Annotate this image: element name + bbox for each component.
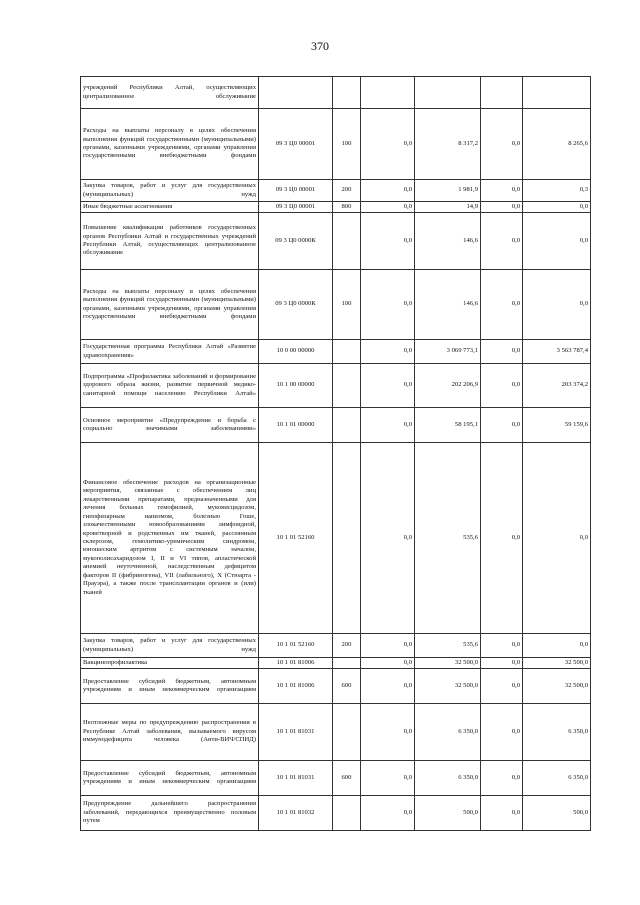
amount-col-4: 32 500,0 — [523, 669, 591, 704]
amount-col-4: 500,0 — [523, 796, 591, 831]
table-row — [81, 364, 591, 408]
amount-col-3: 0,0 — [481, 443, 523, 634]
expense-type — [333, 704, 361, 761]
target-code: 10 1 01 00000 — [259, 408, 333, 443]
target-code: 10 1 01 81032 — [259, 796, 333, 831]
amount-col-3: 0,0 — [481, 109, 523, 180]
amount-col-1: 0,0 — [361, 704, 415, 761]
table-row — [81, 669, 591, 704]
row-name: Вакцинопрофилактика — [81, 658, 259, 669]
amount-col-3: 0,0 — [481, 340, 523, 364]
target-code: 09 3 Ц0 00001 — [259, 202, 333, 213]
table-row — [81, 704, 591, 761]
amount-col-2: 202 206,9 — [415, 364, 481, 408]
table-row — [81, 408, 591, 443]
table-row — [81, 202, 591, 213]
target-code: 10 1 00 00000 — [259, 364, 333, 408]
amount-col-4: 0,0 — [523, 213, 591, 270]
amount-col-2: 500,0 — [415, 796, 481, 831]
table-row — [81, 634, 591, 658]
amount-col-3: 0,0 — [481, 180, 523, 202]
table-row — [81, 77, 591, 109]
table-row — [81, 270, 591, 340]
row-name: Предоставление субсидий бюджетным, автономным учреждениям и иным некоммерческим организациям — [81, 761, 259, 796]
amount-col-2: 32 500,0 — [415, 669, 481, 704]
amount-col-1: 0,0 — [361, 761, 415, 796]
amount-col-2: 32 500,0 — [415, 658, 481, 669]
target-code: 10 0 00 00000 — [259, 340, 333, 364]
table-row — [81, 796, 591, 831]
target-code: 10 1 01 81006 — [259, 669, 333, 704]
row-name: Расходы на выплаты персоналу в целях обеспечения выполнения функций государственными (муниципальными) органами, казенными учреждениями, органами управления государственными внебюджетными фондами — [81, 109, 259, 180]
amount-col-3: 0,0 — [481, 364, 523, 408]
expense-type — [333, 796, 361, 831]
table-row — [81, 443, 591, 634]
amount-col-3: 0,0 — [481, 658, 523, 669]
target-code: 10 1 01 52160 — [259, 443, 333, 634]
amount-col-4: 8 265,6 — [523, 109, 591, 180]
amount-col-1: 0,0 — [361, 408, 415, 443]
target-code — [259, 77, 333, 109]
amount-col-3: 0,0 — [481, 761, 523, 796]
target-code: 10 1 01 52160 — [259, 634, 333, 658]
amount-col-3: 0,0 — [481, 704, 523, 761]
row-name: Неотложные меры по предупреждению распространения в Республике Алтай заболевания, вызываемого вирусом иммунодефицита человека (Анти-ВИЧ/СПИД) — [81, 704, 259, 761]
amount-col-4: 0,0 — [523, 270, 591, 340]
expense-type — [333, 364, 361, 408]
row-name: Подпрограмма «Профилактика заболеваний и формирование здорового образа жизни, развитие первичной медико-санитарной помощи населению Республики Алтай» — [81, 364, 259, 408]
amount-col-4: 6 350,0 — [523, 704, 591, 761]
expense-type: 100 — [333, 270, 361, 340]
amount-col-1: 0,0 — [361, 180, 415, 202]
expense-type — [333, 340, 361, 364]
amount-col-4: 0,0 — [523, 634, 591, 658]
amount-col-1: 0,0 — [361, 270, 415, 340]
target-code: 09 3 Ц0 00001 — [259, 180, 333, 202]
amount-col-3: 0,0 — [481, 202, 523, 213]
expense-type: 600 — [333, 761, 361, 796]
amount-col-1: 0,0 — [361, 202, 415, 213]
expense-type — [333, 77, 361, 109]
amount-col-1 — [361, 77, 415, 109]
amount-col-4: 0,0 — [523, 443, 591, 634]
expense-type: 600 — [333, 669, 361, 704]
table-row — [81, 340, 591, 364]
amount-col-3: 0,0 — [481, 270, 523, 340]
amount-col-4: 59 159,6 — [523, 408, 591, 443]
amount-col-4: 3 563 787,4 — [523, 340, 591, 364]
row-name: Государственная программа Республики Алтай «Развитие здравоохранения» — [81, 340, 259, 364]
expense-type: 200 — [333, 634, 361, 658]
amount-col-4: 0,3 — [523, 180, 591, 202]
amount-col-1: 0,0 — [361, 213, 415, 270]
amount-col-4: 32 500,0 — [523, 658, 591, 669]
amount-col-2: 8 317,2 — [415, 109, 481, 180]
amount-col-2: 14,9 — [415, 202, 481, 213]
row-name: Финансовое обеспечение расходов на организационные мероприятия, связанные с обеспечением лиц лекарственными препаратами, предназначенными для лечения больных гемофилией, муковисцидозом, гипофизарным нанизмом, болезнью Гоше, злокачественными новообразованиями лимфоидной, кроветворной и родственных им тканей, рассеянным склерозом, гемолитико-уремическим синдромом, юношеским артритом с системным началом, мукополисахаридозом I, II и VI типов, апластической анемией неуточненной, наследственным дефицитом факторов II (фибриногена), VII (лабильного), X (Стюарта - Прауэра), а также после трансплантации органов и (или) тканей — [81, 443, 259, 634]
expense-type — [333, 658, 361, 669]
amount-col-2: 58 195,1 — [415, 408, 481, 443]
amount-col-3: 0,0 — [481, 669, 523, 704]
row-name: Закупка товаров, работ и услуг для государственных (муниципальных) нужд — [81, 180, 259, 202]
amount-col-2: 6 350,0 — [415, 761, 481, 796]
table-row — [81, 761, 591, 796]
amount-col-1: 0,0 — [361, 364, 415, 408]
row-name: Расходы на выплаты персоналу в целях обеспечения выполнения функций государственными (муниципальными) органами, казенными учреждениями, органами управления государственными внебюджетными фондами — [81, 270, 259, 340]
expense-type: 800 — [333, 202, 361, 213]
row-name: учреждений Республики Алтай, осуществляющих централизованное обслуживание — [81, 77, 259, 109]
row-name: Предоставление субсидий бюджетным, автономным учреждениям и иным некоммерческим организациям — [81, 669, 259, 704]
amount-col-1: 0,0 — [361, 796, 415, 831]
row-name: Предупреждение дальнейшего распространения заболеваний, передающихся преимущественно половым путем — [81, 796, 259, 831]
target-code: 09 3 Ц0 0000К — [259, 270, 333, 340]
expense-type — [333, 443, 361, 634]
row-name: Иные бюджетные ассигнования — [81, 202, 259, 213]
expense-type — [333, 408, 361, 443]
amount-col-2: 535,6 — [415, 634, 481, 658]
amount-col-4 — [523, 77, 591, 109]
amount-col-4: 203 374,2 — [523, 364, 591, 408]
amount-col-2: 6 350,0 — [415, 704, 481, 761]
table-row — [81, 658, 591, 669]
amount-col-2 — [415, 77, 481, 109]
amount-col-1: 0,0 — [361, 340, 415, 364]
amount-col-2: 3 069 773,1 — [415, 340, 481, 364]
expense-type — [333, 213, 361, 270]
row-name: Основное мероприятие «Предупреждение и борьба с социально значимыми заболеваниями» — [81, 408, 259, 443]
target-code: 10 1 01 81031 — [259, 704, 333, 761]
target-code: 09 3 Ц0 0000К — [259, 213, 333, 270]
amount-col-3: 0,0 — [481, 634, 523, 658]
target-code: 10 1 01 81031 — [259, 761, 333, 796]
budget-table — [80, 76, 591, 831]
amount-col-1: 0,0 — [361, 669, 415, 704]
table-row — [81, 180, 591, 202]
amount-col-3: 0,0 — [481, 213, 523, 270]
amount-col-2: 146,6 — [415, 213, 481, 270]
target-code: 10 1 01 81006 — [259, 658, 333, 669]
row-name: Повышение квалификации работников государственных органов Республики Алтай и государственных учреждений Республики Алтай, осуществляющих централизованное обслуживание — [81, 213, 259, 270]
table-row — [81, 213, 591, 270]
expense-type: 100 — [333, 109, 361, 180]
amount-col-2: 1 981,9 — [415, 180, 481, 202]
expense-type: 200 — [333, 180, 361, 202]
amount-col-3: 0,0 — [481, 408, 523, 443]
amount-col-4: 0,0 — [523, 202, 591, 213]
amount-col-1: 0,0 — [361, 634, 415, 658]
amount-col-1: 0,0 — [361, 443, 415, 634]
amount-col-2: 146,6 — [415, 270, 481, 340]
row-name: Закупка товаров, работ и услуг для государственных (муниципальных) нужд — [81, 634, 259, 658]
amount-col-3 — [481, 77, 523, 109]
amount-col-3: 0,0 — [481, 796, 523, 831]
page-number: 370 — [311, 39, 329, 53]
amount-col-2: 535,6 — [415, 443, 481, 634]
table-row — [81, 109, 591, 180]
amount-col-1: 0,0 — [361, 109, 415, 180]
amount-col-4: 6 350,0 — [523, 761, 591, 796]
target-code: 09 3 Ц0 00001 — [259, 109, 333, 180]
amount-col-1: 0,0 — [361, 658, 415, 669]
